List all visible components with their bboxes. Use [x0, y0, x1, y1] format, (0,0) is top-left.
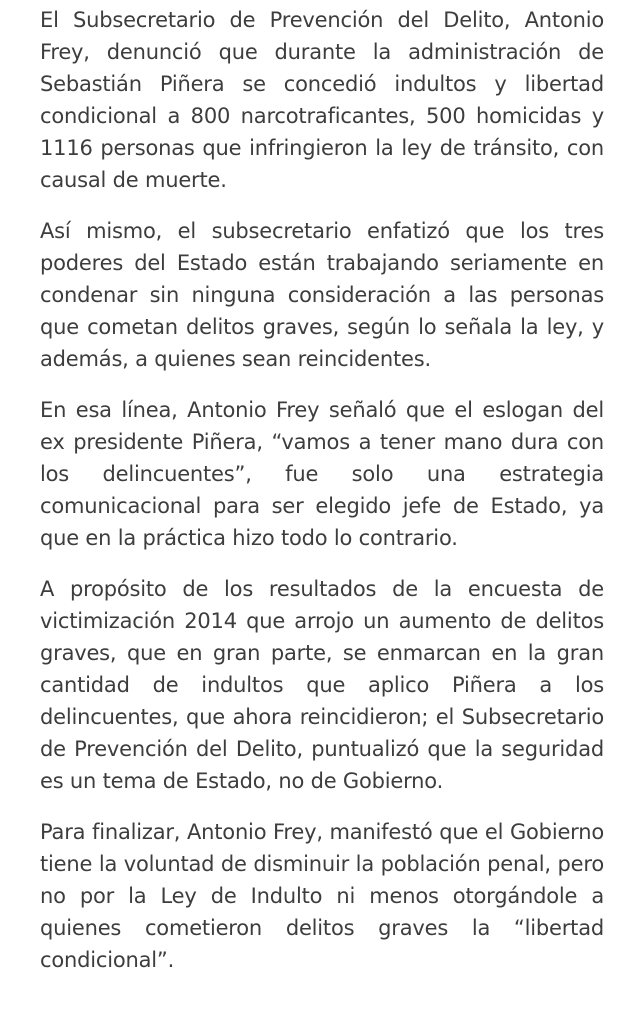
paragraph-3: En esa línea, Antonio Frey señaló que el eslogan del ex presidente Piñera, “vamos a tener mano dura con los delincuentes”, fue solo una estrategia comunicacional para ser elegido jefe de Estado, ya que en la práctica hizo todo lo contrario. [40, 398, 604, 550]
paragraph-5: Para finalizar, Antonio Frey, manifestó que el Gobierno tiene la voluntad de disminuir la población penal, pero no por la Ley de Indulto ni menos otorgándole a quienes cometieron delitos graves la “libertad condicional”. [40, 820, 604, 972]
paragraph-2: Así mismo, el subsecretario enfatizó que los tres poderes del Estado están trabajando seriamente en condenar sin ninguna consideración a las personas que cometan delitos graves, según lo señala la ley, y además, a quienes sean reincidentes. [40, 219, 604, 371]
paragraph-4: A propósito de los resultados de la encuesta de victimización 2014 que arrojo un aumento de delitos graves, que en gran parte, se enmarcan en la gran cantidad de indultos que aplico Piñera a los delincuentes, que ahora reincidieron; el Subsecretario de Prevención del Delito, puntualizó que la seguridad es un tema de Estado, no de Gobierno. [40, 577, 604, 793]
paragraph-1: El Subsecretario de Prevención del Delito, Antonio Frey, denunció que durante la administración de Sebastián Piñera se concedió indultos y libertad condicional a 800 narcotraficantes, 500 homicidas y 1116 personas que infringieron la ley de tránsito, con causal de muerte. [40, 8, 604, 192]
